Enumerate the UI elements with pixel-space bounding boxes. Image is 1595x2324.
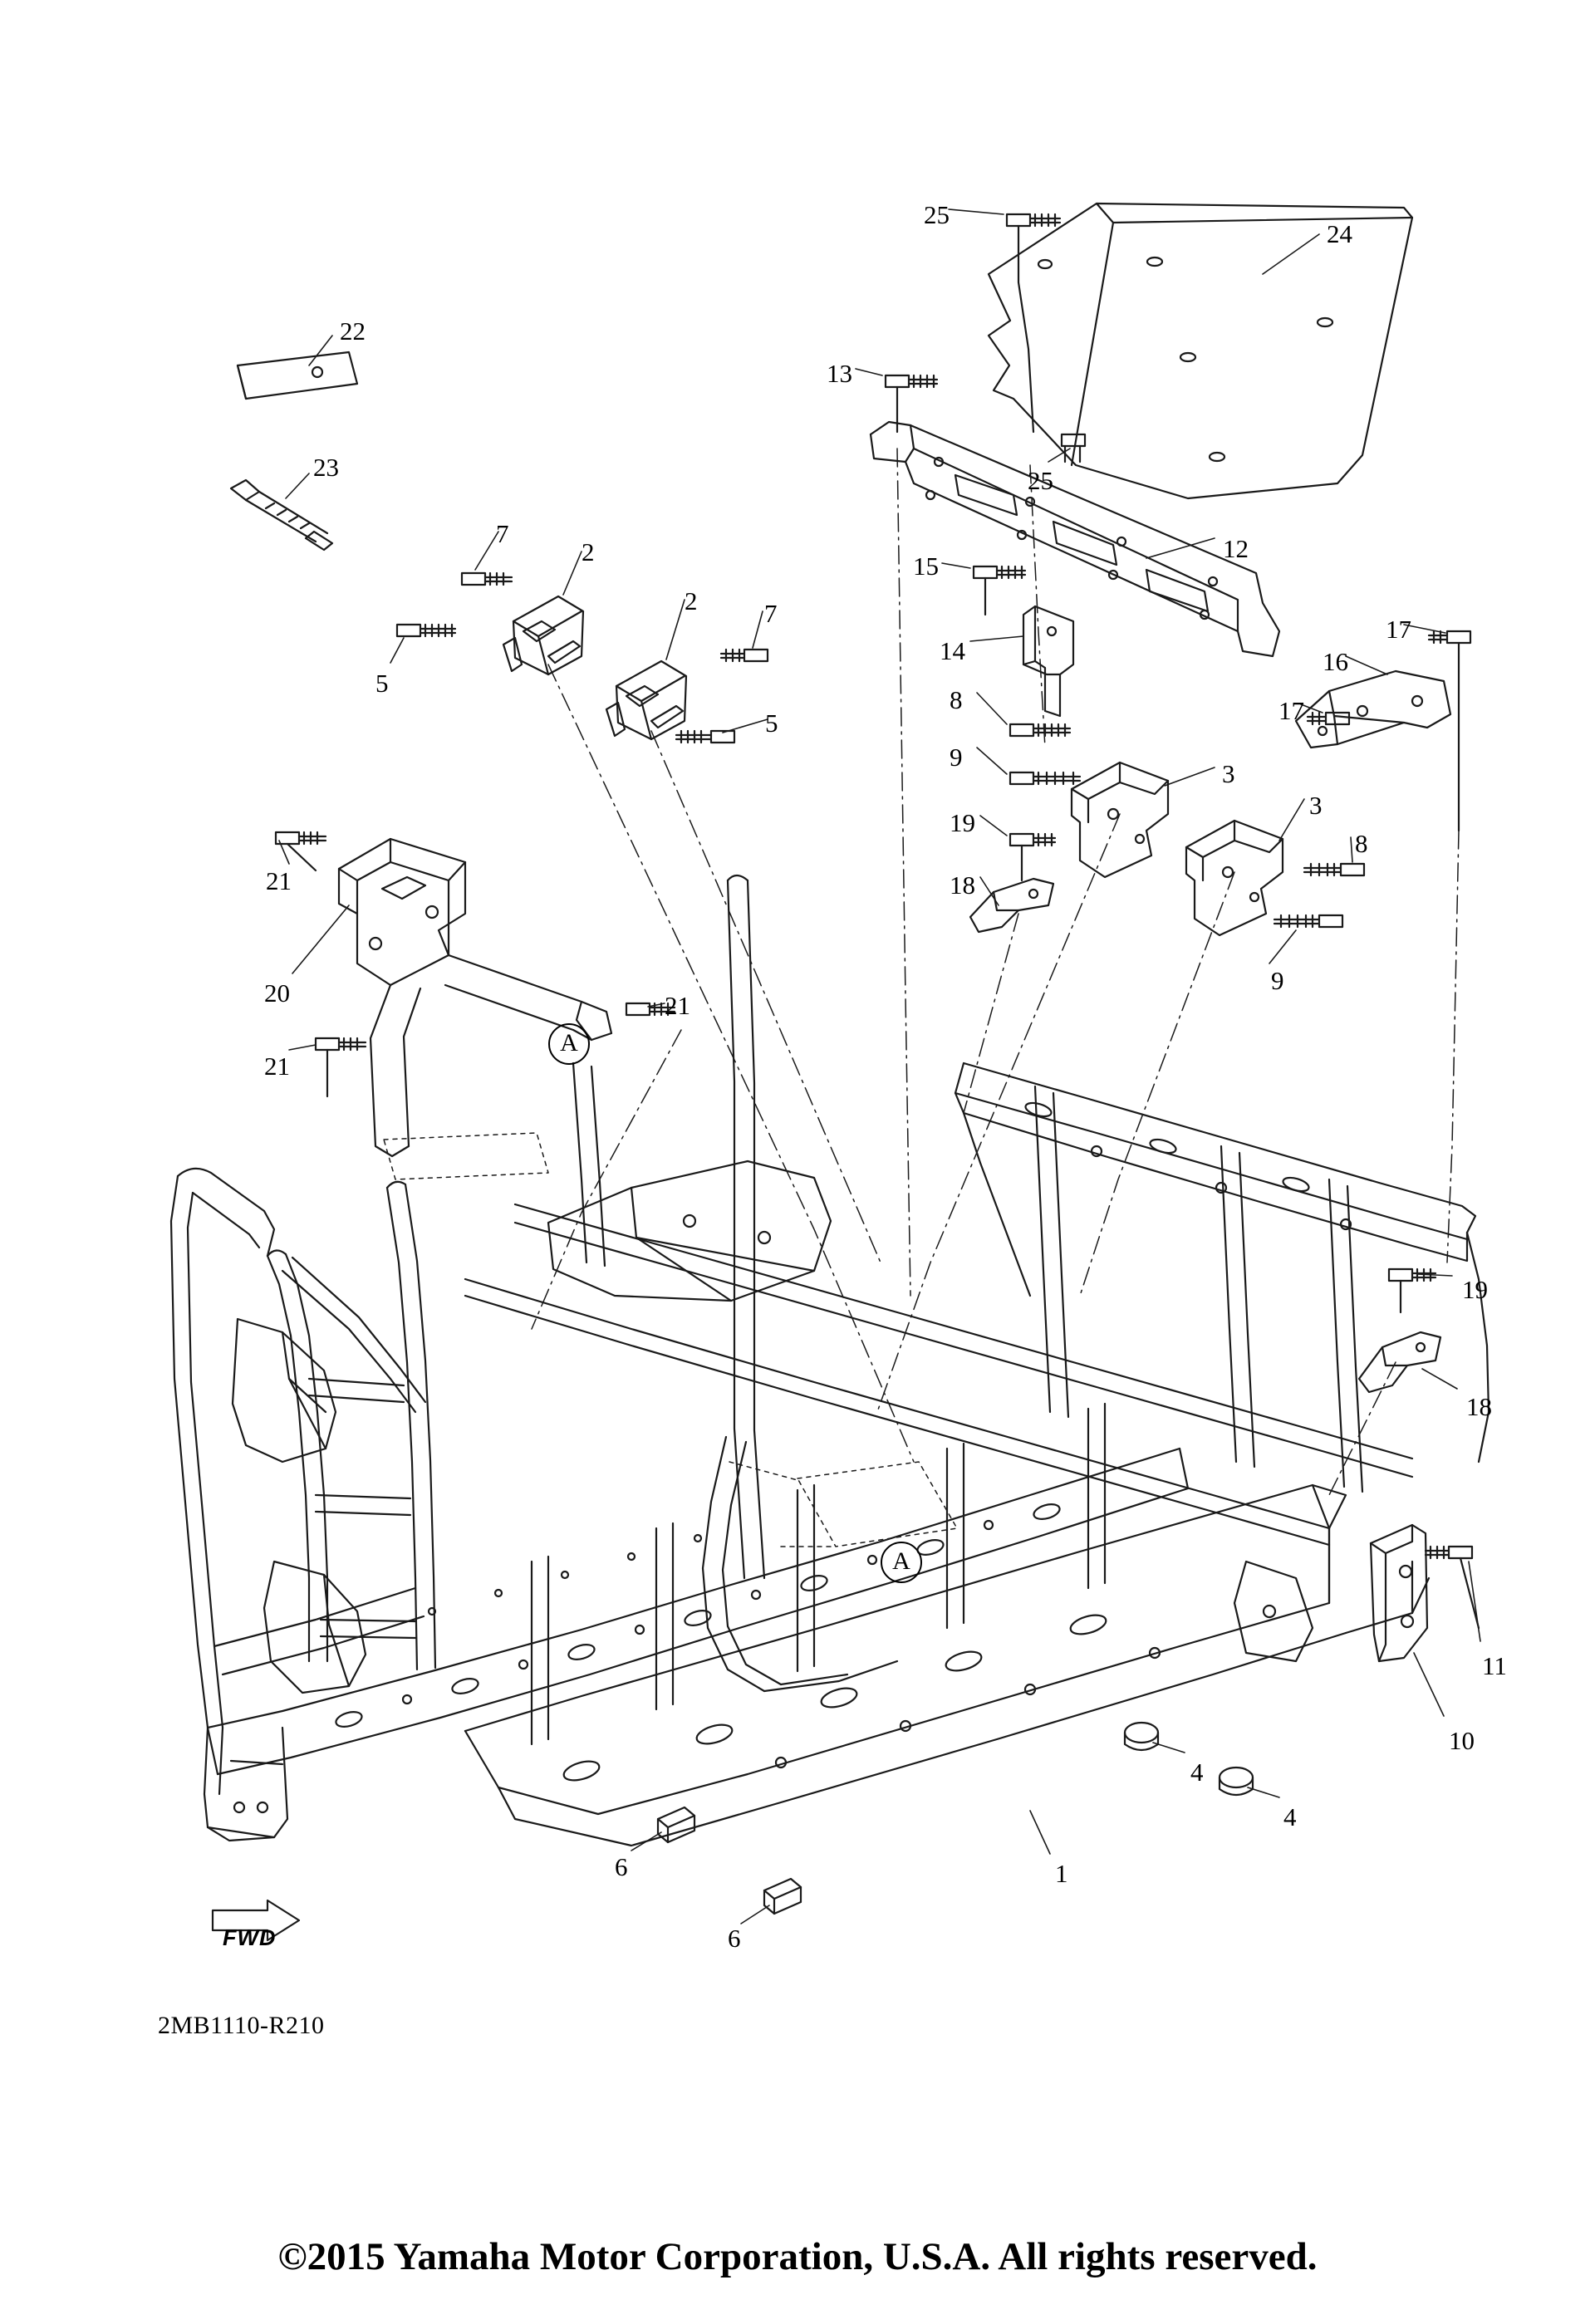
callout-9a: 9 <box>950 743 963 772</box>
section-ref-a-upper: A <box>548 1023 590 1065</box>
callout-19a: 19 <box>950 808 975 837</box>
callout-17a: 17 <box>1386 615 1411 644</box>
callout-25b: 25 <box>1028 466 1053 495</box>
part-17-bolt-a <box>1429 631 1470 831</box>
part-4-grommet-b <box>1220 1768 1253 1795</box>
callout-14: 14 <box>940 636 965 665</box>
part-17-bolt-b <box>1308 713 1349 724</box>
callout-18a: 18 <box>950 870 975 900</box>
part-2-mount-b <box>606 661 686 739</box>
callout-9b: 9 <box>1271 966 1284 995</box>
callout-19b: 19 <box>1462 1275 1488 1304</box>
part-23-bolt <box>231 480 332 550</box>
callout-5a: 5 <box>375 669 389 698</box>
callout-20: 20 <box>264 978 290 1008</box>
part-5-bolt-b <box>676 731 734 743</box>
part-20-bracket <box>339 839 611 1156</box>
callout-16: 16 <box>1323 647 1348 676</box>
callout-7b: 7 <box>764 599 778 628</box>
callout-17b: 17 <box>1278 696 1304 725</box>
part-4-grommet-a <box>1125 1723 1158 1750</box>
callout-22: 22 <box>340 316 366 346</box>
diagram-code: 2MB1110-R210 <box>158 2012 325 2039</box>
part-9-bolt-b <box>1274 915 1342 927</box>
callout-21a: 21 <box>266 866 292 895</box>
part-11-bolt <box>1426 1547 1479 1628</box>
callout-5b: 5 <box>765 708 778 738</box>
part-21-bolt-c <box>316 1038 366 1096</box>
part-7-bolt-b <box>721 650 768 661</box>
callout-25a: 25 <box>924 200 950 229</box>
part-8-bolt-b <box>1304 864 1364 875</box>
part-1-main-frame <box>171 875 1489 1846</box>
fwd-label: FWD <box>223 1925 277 1950</box>
callout-8a: 8 <box>950 685 963 714</box>
part-16-bracket <box>1296 671 1450 748</box>
callout-21b: 21 <box>665 991 690 1020</box>
copyright-notice: ©2015 Yamaha Motor Corporation, U.S.A. All rights reserved. <box>277 2235 1318 2278</box>
callout-7a: 7 <box>496 519 509 548</box>
callout-21c: 21 <box>264 1052 290 1081</box>
callout-11: 11 <box>1482 1651 1507 1680</box>
callout-3a: 3 <box>1222 759 1235 788</box>
callout-6b: 6 <box>728 1924 741 1953</box>
part-12-crossmember <box>871 422 1279 656</box>
callout-6a: 6 <box>615 1852 628 1881</box>
callout-13: 13 <box>827 359 852 388</box>
callout-4b: 4 <box>1283 1802 1297 1831</box>
part-7-bolt-a <box>462 573 512 585</box>
part-19-bolt-b <box>1389 1269 1436 1312</box>
callout-8b: 8 <box>1355 829 1368 858</box>
callout-4a: 4 <box>1190 1758 1204 1787</box>
callout-2a: 2 <box>582 537 595 566</box>
callout-23: 23 <box>313 453 339 482</box>
part-8-bolt-a <box>1010 724 1070 736</box>
callout-3b: 3 <box>1309 791 1323 820</box>
part-22-plate <box>238 352 357 399</box>
part-3-bracket-b <box>1186 821 1283 935</box>
part-6-clip-b <box>764 1879 801 1914</box>
callout-15: 15 <box>913 552 939 581</box>
callout-10: 10 <box>1449 1726 1475 1755</box>
part-19-bolt-a <box>1010 834 1055 880</box>
callout-24: 24 <box>1327 219 1352 248</box>
part-5-bolt-a <box>397 625 455 636</box>
part-10-bracket <box>1371 1525 1427 1661</box>
callout-18b: 18 <box>1466 1392 1492 1421</box>
section-ref-a-lower: A <box>881 1542 922 1583</box>
callout-12: 12 <box>1223 534 1249 563</box>
part-14-bracket <box>1023 606 1073 716</box>
part-18-clip-a <box>970 879 1053 932</box>
callout-2b: 2 <box>685 586 698 615</box>
part-9-bolt-a <box>1010 772 1080 784</box>
part-15-bolt <box>974 566 1025 615</box>
part-2-mount-a <box>503 596 583 674</box>
callout-1: 1 <box>1055 1859 1068 1888</box>
part-18-clip-b <box>1359 1332 1440 1392</box>
part-3-bracket-a <box>1072 762 1168 877</box>
